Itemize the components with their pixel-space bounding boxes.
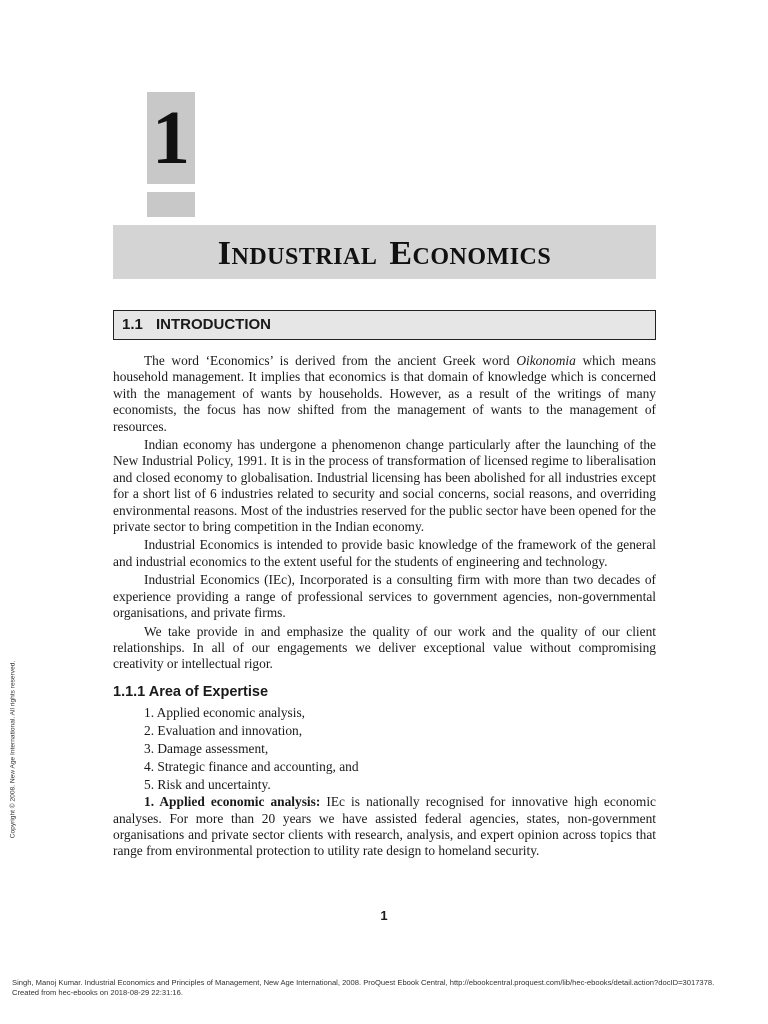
expertise-list (113, 704, 656, 794)
paragraph: We take provide in and emphasize the quality of our work and the quality of our client relationships. In all of our engagements we deliver exceptional value without compromising creativity or intellectual rigor. (113, 623, 656, 672)
subsection-heading: 1.1.1 Area of Expertise (113, 683, 269, 700)
paragraph: Indian economy has undergone a phenomenon change particularly after the launching of the New Industrial Policy, 1991. It is in the process of transformation of licensed regime to liberalisation and closed economy to globalisation. Industrial licensing has been abolished for all industries except for a short list of 6 industries related to security and social concerns, social reasons, and overriding environmental reasons. Most of the industries reserved for the public sector have been opened for the private sector to bring competition in the Indian economy. (113, 437, 656, 535)
list-item: 5. Risk and uncertainty. (144, 777, 271, 793)
chapter-title-word-1: Industrial (217, 235, 378, 272)
list-item: 4. Strategic finance and accounting, and (144, 759, 359, 775)
paragraph: The word ‘Economics’ is derived from the ancient Greek word Oikonomia which means household management. It implies that economics is that domain of knowledge which is concerned with the management of wants by households. However, as a result of the writings of many economists, the focus has now shifted from the management of wants to the management of resources. (113, 353, 656, 434)
footer-line-1: Singh, Manoj Kumar. Industrial Economics and Principles of Management, New Age International, 2008. ProQuest Ebook Central, http://ebookcentral.proquest.com/lib/hec-ebooks/detail.action?docID=3017378. (12, 978, 715, 987)
section-number: 1.1 (122, 316, 143, 333)
list-item: 1. Applied economic analysis, (144, 705, 306, 721)
paragraph: Industrial Economics is intended to provide basic knowledge of the framework of the general and industrial economics to the extent useful for the students of engineering and technology. (113, 537, 656, 569)
applied-analysis-paragraph: 1. Applied economic analysis: IEc is nationally recognised for innovative high economic analyses. For more than 20 years we have assisted federal agencies, states, non-government organisations and private sector clients with research, analysis, and expert opinion across topics that range from environmental protection to utility rate design to homeland security. (113, 794, 656, 859)
paragraph: Industrial Economics (IEc), Incorporated is a consulting firm with more than two decades of experience providing a range of professional services to government agencies, non-governmental organisations, and private firms. (113, 572, 656, 621)
list-item: 3. Damage assessment, (144, 741, 269, 757)
page-number: 1 (380, 908, 388, 923)
body-text (113, 353, 656, 860)
section-title: INTRODUCTION (156, 316, 271, 333)
footer-citation (12, 978, 762, 998)
footer-line-2: Created from hec-ebooks on 2018-08-29 22:31:16. (12, 988, 183, 997)
list-item: 2. Evaluation and innovation, (144, 723, 303, 739)
chapter-number-strip (147, 192, 195, 217)
chapter-title (113, 225, 656, 279)
chapter-title-word-2: Economics (389, 235, 552, 272)
section-heading (113, 310, 656, 340)
greek-word: Oikonomia (516, 353, 576, 368)
chapter-number: 1 (147, 92, 195, 184)
side-copyright: Copyright © 2008. New Age International. All rights reserved. (9, 660, 17, 839)
applied-analysis-lead: 1. Applied economic analysis: (144, 794, 321, 810)
